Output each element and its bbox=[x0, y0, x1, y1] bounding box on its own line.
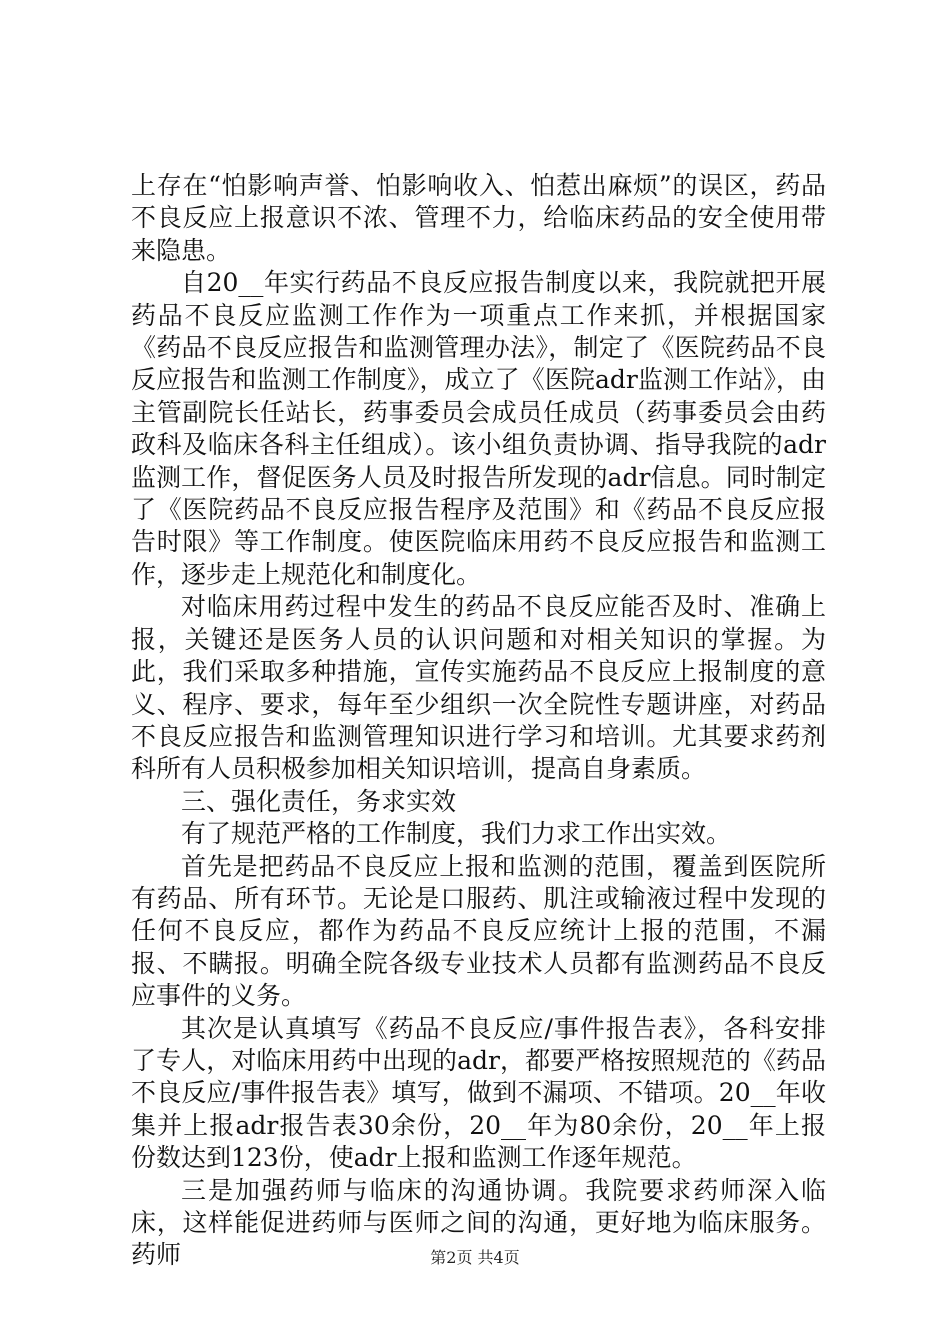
paragraph-training: 对临床用药过程中发生的药品不良反应能否及时、准确上报，关键还是医务人员的认识问题和对相关知识的掌握。为此，我们采取多种措施，宣传实施药品不良反应上报制度的意义、程序、要求，每年至少组织一次全院性专题讲座，对药品不良反应报告和监测管理知识进行学习和培训。尤其要求药剂科所有人员积极参加相关知识培训，提高自身素质。 bbox=[131, 592, 826, 784]
paragraph-intro: 有了规范严格的工作制度，我们力求工作出实效。 bbox=[181, 819, 732, 849]
paragraph-second-measure: 其次是认真填写《药品不良反应/事件报告表》，各科安排了专人，对临床用药中出现的adr，都要严格按照规范的《药品不良反应/事件报告表》填写，做到不漏项、不错项。20__年收集并上报adr报告表30余份，20__年为80余份，20__年上报份数达到123份，使adr上报和监测工作逐年规范。 bbox=[131, 1013, 826, 1173]
paragraph-continuation: 上存在“怕影响声誉、怕影响收入、怕惹出麻烦”的误区，药品不良反应上报意识不浓、管理不力，给临床药品的安全使用带来隐患。 bbox=[131, 171, 826, 265]
paragraph-third-measure: 三是加强药师与临床的沟通协调。我院要求药师深入临床，这样能促进药师与医师之间的沟通，更好地为临床服务。药师 bbox=[131, 1175, 826, 1270]
document-body bbox=[131, 170, 826, 1272]
paragraph-first-measure: 首先是把药品不良反应上报和监测的范围，覆盖到医院所有药品、所有环节。无论是口服药、肌注或输液过程中发现的任何不良反应，都作为药品不良反应统计上报的范围，不漏报、不瞒报。明确全院各级专业技术人员都有监测药品不良反应事件的义务。 bbox=[131, 851, 826, 1011]
paragraph-adr-system: 自20__年实行药品不良反应报告制度以来，我院就把开展药品不良反应监测工作作为一项重点工作来抓，并根据国家《药品不良反应报告和监测管理办法》，制定了《医院药品不良反应报告和监测工作制度》，成立了《医院adr监测工作站》，由主管副院长任站长，药事委员会成员任成员（药事委员会由药政科及临床各科主任组成）。该小组负责协调、指导我院的adr监测工作，督促医务人员及时报告所发现的adr信息。同时制定了《医院药品不良反应报告程序及范围》和《药品不良反应报告时限》等工作制度。使医院临床用药不良反应报告和监测工作，逐步走上规范化和制度化。 bbox=[131, 268, 826, 589]
page-number-footer: 第2页 共4页 bbox=[430, 1248, 520, 1267]
section-heading: 三、强化责任，务求实效 bbox=[181, 786, 457, 816]
